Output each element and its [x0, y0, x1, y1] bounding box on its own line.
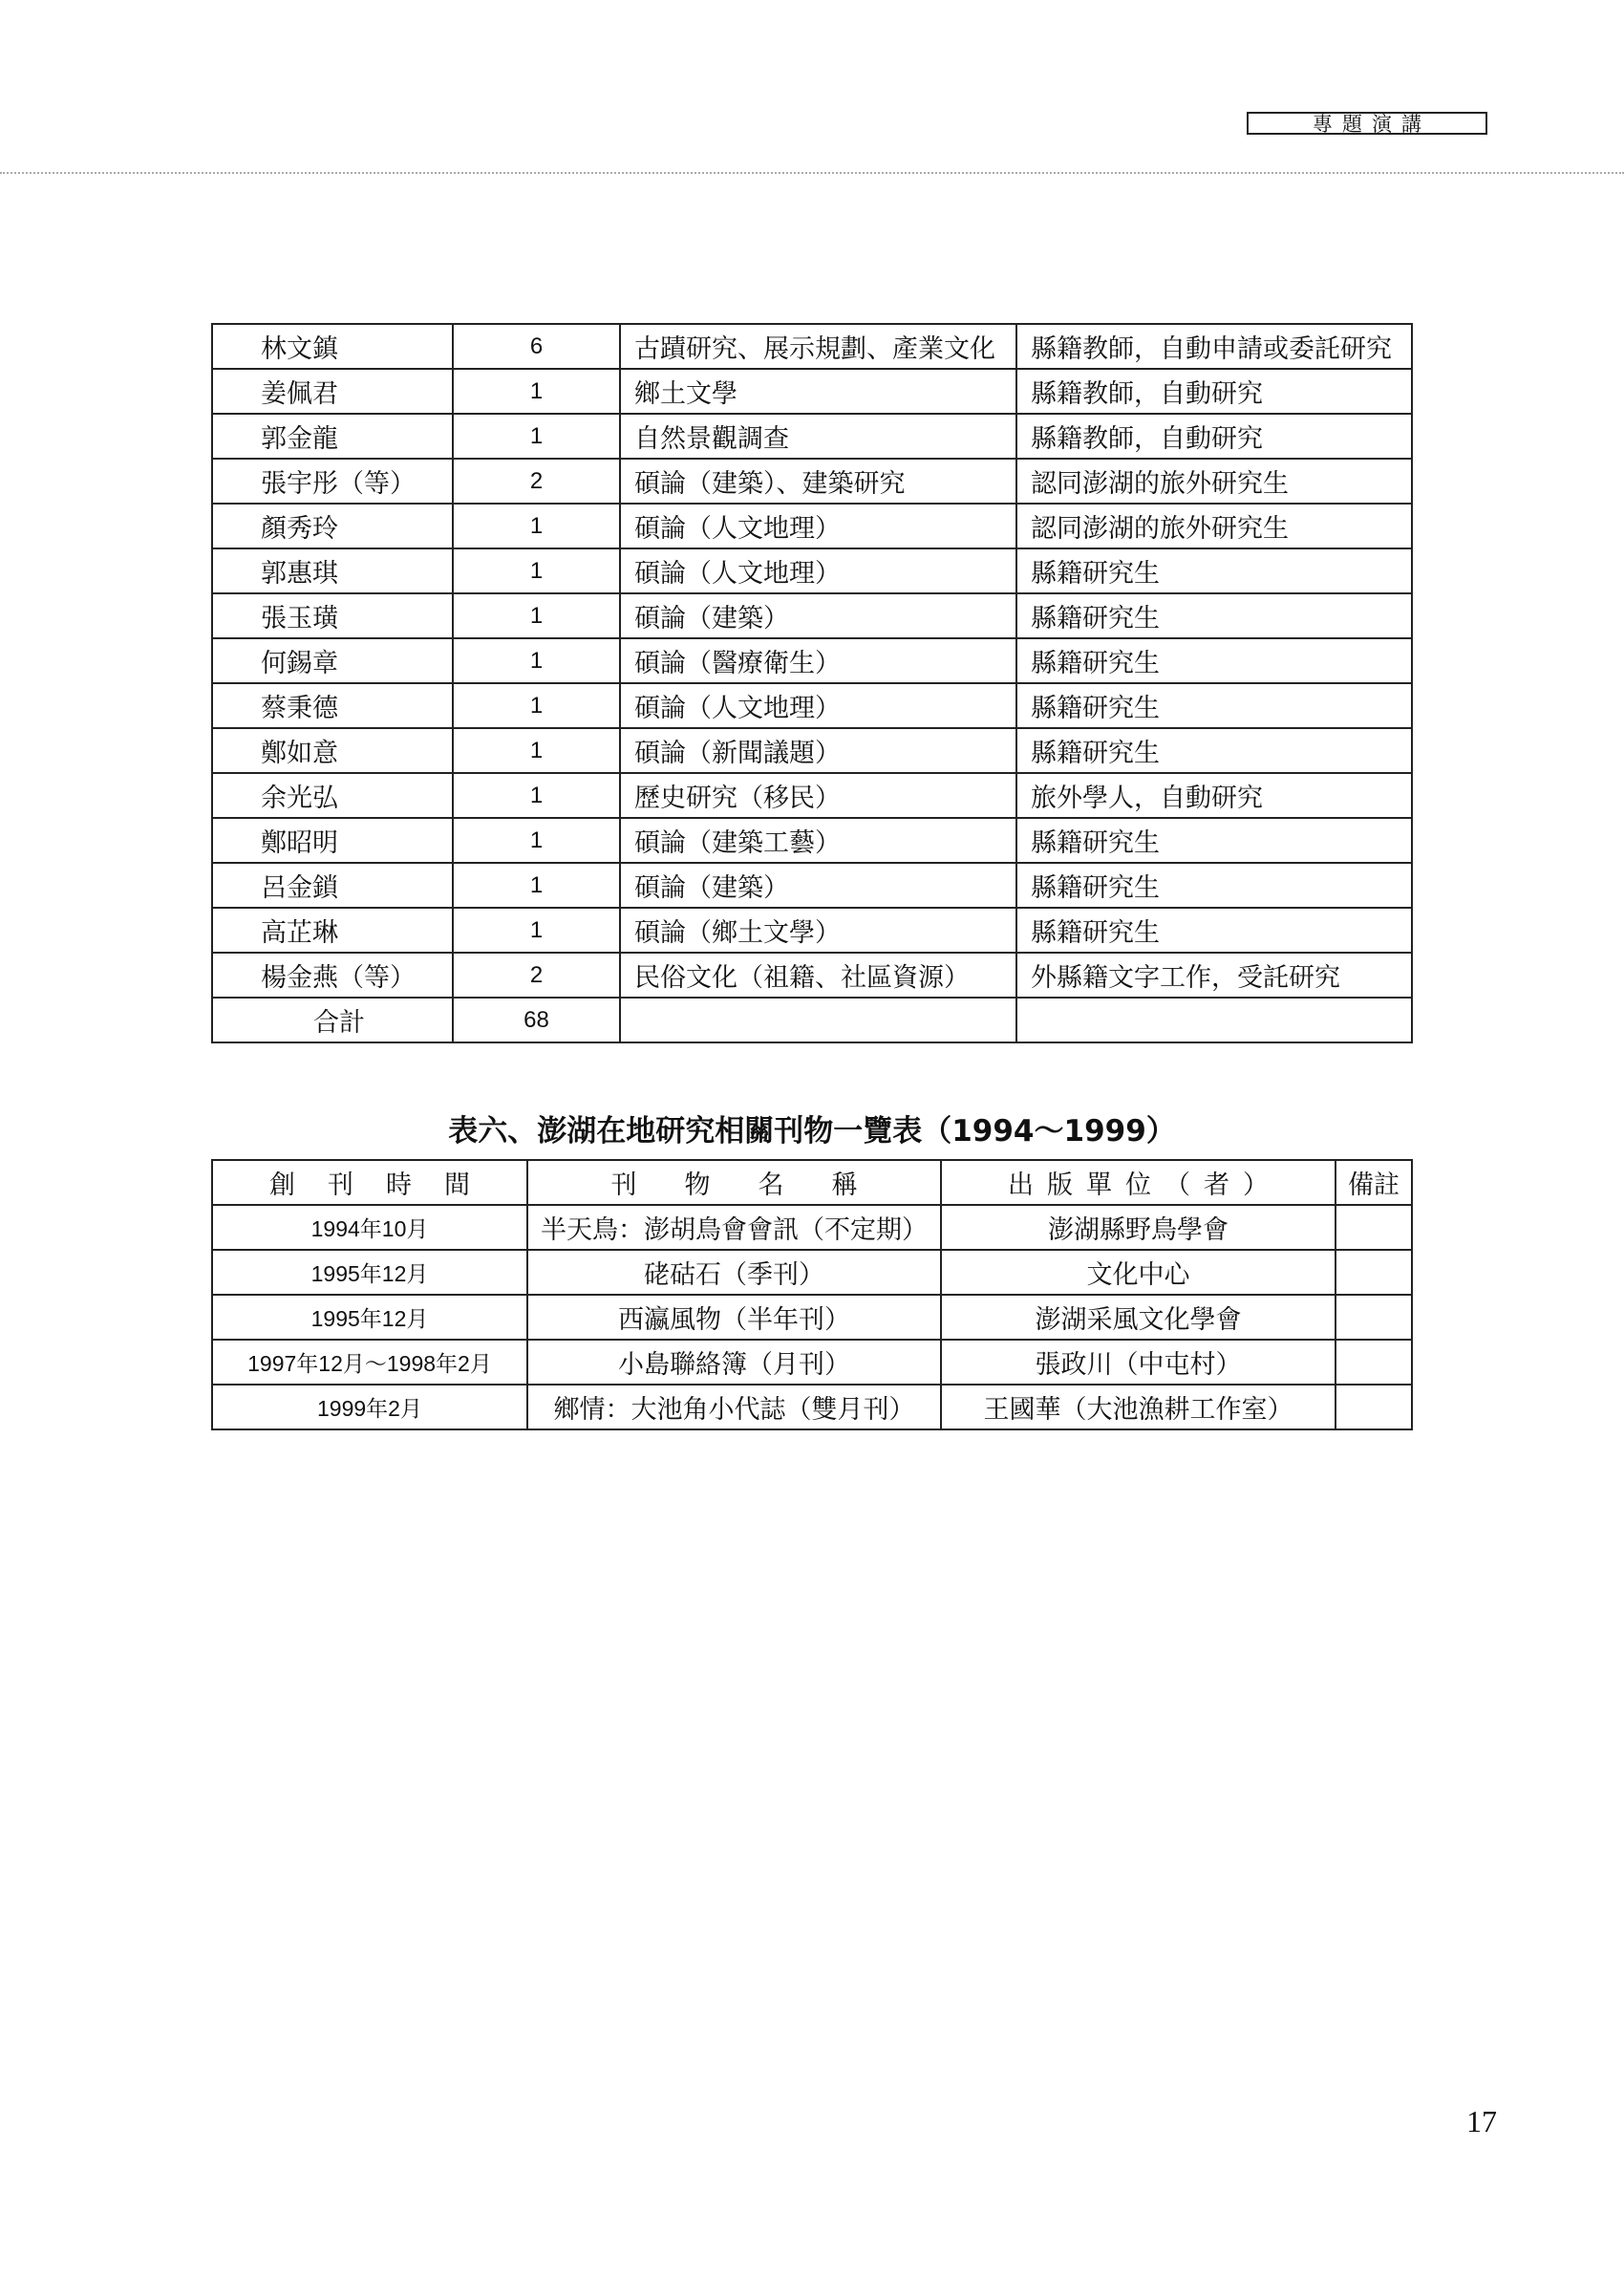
- remarks: [1336, 1385, 1412, 1429]
- researcher-name: 顏秀玲: [212, 504, 453, 548]
- researcher-identity: 縣籍研究生: [1016, 818, 1412, 863]
- table-row: [212, 1205, 1412, 1250]
- table-row: [212, 504, 1412, 548]
- study-count: 1: [453, 593, 620, 638]
- research-topic: 碩論（人文地理）: [620, 504, 1016, 548]
- researcher-name: 林文鎮: [212, 324, 453, 369]
- page-number: 17: [1466, 2104, 1497, 2138]
- publication-name: 鄉情：大池角小代誌（雙月刊）: [527, 1385, 941, 1429]
- research-topic: 碩論（新聞議題）: [620, 728, 1016, 773]
- total-count: 68: [453, 998, 620, 1042]
- researcher-identity: 縣籍研究生: [1016, 683, 1412, 728]
- study-count: 1: [453, 908, 620, 953]
- founding-date: 1995年12月: [212, 1250, 527, 1295]
- header-remarks: 備註: [1336, 1160, 1412, 1205]
- remarks: [1336, 1250, 1412, 1295]
- research-topic: 碩論（醫療衛生）: [620, 638, 1016, 683]
- research-topic: 碩論（建築）、建築研究: [620, 459, 1016, 504]
- research-topic: 碩論（人文地理）: [620, 683, 1016, 728]
- section-label: 專題演講: [1313, 113, 1431, 136]
- study-count: 1: [453, 863, 620, 908]
- researcher-identity: 縣籍研究生: [1016, 728, 1412, 773]
- table-row: [212, 548, 1412, 593]
- header-divider: [0, 172, 1624, 174]
- remarks: [1336, 1340, 1412, 1385]
- publisher: 澎湖縣野鳥學會: [941, 1205, 1336, 1250]
- table-row: [212, 638, 1412, 683]
- publication-name: 硓𥑮石（季刊）: [527, 1250, 941, 1295]
- table-row: [212, 818, 1412, 863]
- table-row: [212, 683, 1412, 728]
- researcher-identity: 縣籍研究生: [1016, 908, 1412, 953]
- researcher-identity: 認同澎湖的旅外研究生: [1016, 504, 1412, 548]
- research-topic: 歷史研究（移民）: [620, 773, 1016, 818]
- researcher-identity: 旅外學人，自動研究: [1016, 773, 1412, 818]
- research-topic: 自然景觀調查: [620, 414, 1016, 459]
- researcher-name: 余光弘: [212, 773, 453, 818]
- study-count: 1: [453, 504, 620, 548]
- publication-name: 小島聯絡簿（月刊）: [527, 1340, 941, 1385]
- study-count: 1: [453, 548, 620, 593]
- table-row: [212, 1385, 1412, 1429]
- researcher-name: 呂金鎖: [212, 863, 453, 908]
- table6-title: 表六、澎湖在地研究相關刊物一覽表（1994～1999）: [448, 1114, 1176, 1149]
- study-count: 2: [453, 459, 620, 504]
- header-founding-date: 創刊時間: [212, 1160, 527, 1205]
- researcher-identity: 縣籍研究生: [1016, 593, 1412, 638]
- publisher: 文化中心: [941, 1250, 1336, 1295]
- researcher-table: [211, 323, 1413, 1043]
- founding-date: 1999年2月: [212, 1385, 527, 1429]
- publications-table: [211, 1159, 1413, 1430]
- table-row: [212, 863, 1412, 908]
- research-topic: 碩論（建築）: [620, 863, 1016, 908]
- research-topic: 碩論（鄉土文學）: [620, 908, 1016, 953]
- publisher: 張政川（中屯村）: [941, 1340, 1336, 1385]
- publisher: 澎湖采風文化學會: [941, 1295, 1336, 1340]
- publisher: 王國華（大池漁耕工作室）: [941, 1385, 1336, 1429]
- researcher-name: 姜佩君: [212, 369, 453, 414]
- publications-table-body: [212, 1205, 1412, 1429]
- table-row: [212, 324, 1412, 369]
- remarks: [1336, 1205, 1412, 1250]
- research-topic: 碩論（人文地理）: [620, 548, 1016, 593]
- total-label: 合計: [212, 998, 453, 1042]
- table-row: [212, 459, 1412, 504]
- section-label-box: [1247, 112, 1487, 135]
- total-row: [212, 998, 1412, 1042]
- study-count: 1: [453, 683, 620, 728]
- research-topic: 鄉土文學: [620, 369, 1016, 414]
- researcher-identity: 縣籍研究生: [1016, 638, 1412, 683]
- table-row: [212, 1295, 1412, 1340]
- researcher-identity: 認同澎湖的旅外研究生: [1016, 459, 1412, 504]
- research-topic: 碩論（建築）: [620, 593, 1016, 638]
- researcher-identity: 縣籍教師，自動研究: [1016, 414, 1412, 459]
- study-count: 1: [453, 818, 620, 863]
- table-row: [212, 414, 1412, 459]
- researcher-identity: 縣籍研究生: [1016, 548, 1412, 593]
- researcher-name: 鄭如意: [212, 728, 453, 773]
- table-row: [212, 593, 1412, 638]
- empty-cell: [1016, 998, 1412, 1042]
- study-count: 2: [453, 953, 620, 998]
- study-count: 6: [453, 324, 620, 369]
- study-count: 1: [453, 369, 620, 414]
- study-count: 1: [453, 638, 620, 683]
- researcher-name: 鄭昭明: [212, 818, 453, 863]
- researcher-identity: 縣籍教師，自動研究: [1016, 369, 1412, 414]
- table-row: [212, 369, 1412, 414]
- researcher-name: 郭惠琪: [212, 548, 453, 593]
- publications-header-row: [212, 1160, 1412, 1205]
- founding-date: 1995年12月: [212, 1295, 527, 1340]
- researcher-table-body: [212, 324, 1412, 1042]
- publication-name: 半天鳥：澎胡鳥會會訊（不定期）: [527, 1205, 941, 1250]
- research-topic: 古蹟研究、展示規劃、產業文化: [620, 324, 1016, 369]
- publication-name: 西瀛風物（半年刊）: [527, 1295, 941, 1340]
- researcher-name: 張玉璜: [212, 593, 453, 638]
- table-row: [212, 1340, 1412, 1385]
- study-count: 1: [453, 773, 620, 818]
- header-publisher: 出版單位（者）: [941, 1160, 1336, 1205]
- founding-date: 1994年10月: [212, 1205, 527, 1250]
- researcher-name: 張宇彤（等）: [212, 459, 453, 504]
- researcher-name: 高芷琳: [212, 908, 453, 953]
- researcher-identity: 縣籍研究生: [1016, 863, 1412, 908]
- study-count: 1: [453, 728, 620, 773]
- table-row: [212, 773, 1412, 818]
- remarks: [1336, 1295, 1412, 1340]
- researcher-name: 楊金燕（等）: [212, 953, 453, 998]
- table-row: [212, 908, 1412, 953]
- founding-date: 1997年12月～1998年2月: [212, 1340, 527, 1385]
- researcher-identity: 縣籍教師，自動申請或委託研究: [1016, 324, 1412, 369]
- researcher-name: 何錫章: [212, 638, 453, 683]
- header-publication-name: 刊物名稱: [527, 1160, 941, 1205]
- table-row: [212, 728, 1412, 773]
- table-row: [212, 1250, 1412, 1295]
- researcher-name: 蔡秉德: [212, 683, 453, 728]
- research-topic: 碩論（建築工藝）: [620, 818, 1016, 863]
- research-topic: 民俗文化（祖籍、社區資源）: [620, 953, 1016, 998]
- researcher-identity: 外縣籍文字工作，受託研究: [1016, 953, 1412, 998]
- researcher-name: 郭金龍: [212, 414, 453, 459]
- empty-cell: [620, 998, 1016, 1042]
- study-count: 1: [453, 414, 620, 459]
- table-row: [212, 953, 1412, 998]
